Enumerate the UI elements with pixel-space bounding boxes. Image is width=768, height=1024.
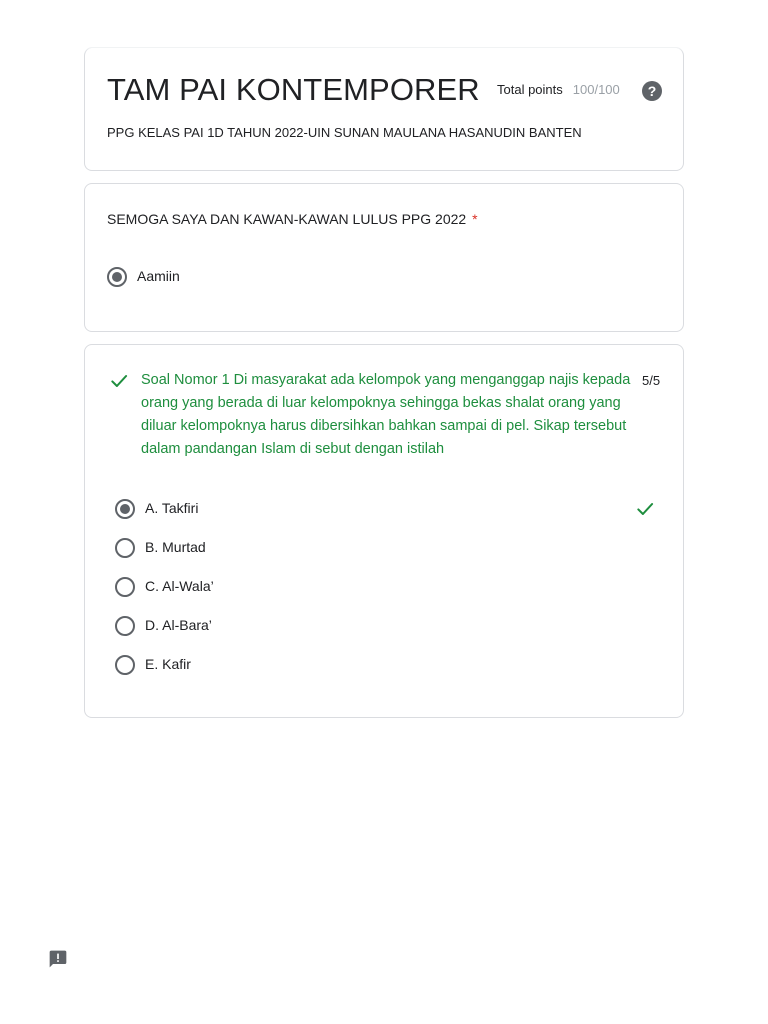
- total-points: [497, 81, 620, 99]
- radio-button[interactable]: [115, 538, 135, 558]
- radio-button[interactable]: [115, 616, 135, 636]
- help-icon[interactable]: ?: [642, 81, 662, 101]
- total-points-label: Total points: [497, 82, 563, 97]
- option-label: A. Takfiri: [145, 500, 199, 516]
- correct-check-icon: [635, 499, 655, 519]
- report-feedback-icon[interactable]: [48, 949, 68, 969]
- option-label: C. Al-Wala’: [145, 578, 214, 594]
- form-header-card: [84, 48, 684, 171]
- check-icon: [109, 371, 129, 391]
- question-card-1: [84, 183, 684, 332]
- form-description: PPG KELAS PAI 1D TAHUN 2022-UIN SUNAN MAULANA HASANUDIN BANTEN: [107, 125, 582, 140]
- total-score: 100/100: [572, 82, 620, 97]
- radio-button-selected[interactable]: [115, 499, 135, 519]
- option-label: Aamiin: [137, 268, 180, 284]
- radio-button[interactable]: [115, 577, 135, 597]
- radio-button[interactable]: [115, 655, 135, 675]
- question-title: [107, 209, 478, 229]
- radio-button-selected[interactable]: [107, 267, 127, 287]
- form-title: TAM PAI KONTEMPORER: [107, 72, 480, 107]
- option-label: E. Kafir: [145, 656, 191, 672]
- question-title-text: SEMOGA SAYA DAN KAWAN-KAWAN LULUS PPG 2022: [107, 211, 467, 227]
- option-label: B. Murtad: [145, 539, 206, 555]
- question-points: 5/5: [642, 373, 661, 388]
- question-card-2: [84, 344, 684, 718]
- option-label: D. Al-Bara’: [145, 617, 212, 633]
- required-marker: *: [472, 211, 478, 227]
- question-text: Soal Nomor 1 Di masyarakat ada kelompok yang menganggap najis kepada orang yang berada di luar kelompoknya sehingga bekas shalat orang yang diluar kelompoknya harus dibersihkan bahkan sampai di pel. Sikap tersebut dalam pandangan Islam di sebut dengan istilah: [141, 372, 631, 457]
